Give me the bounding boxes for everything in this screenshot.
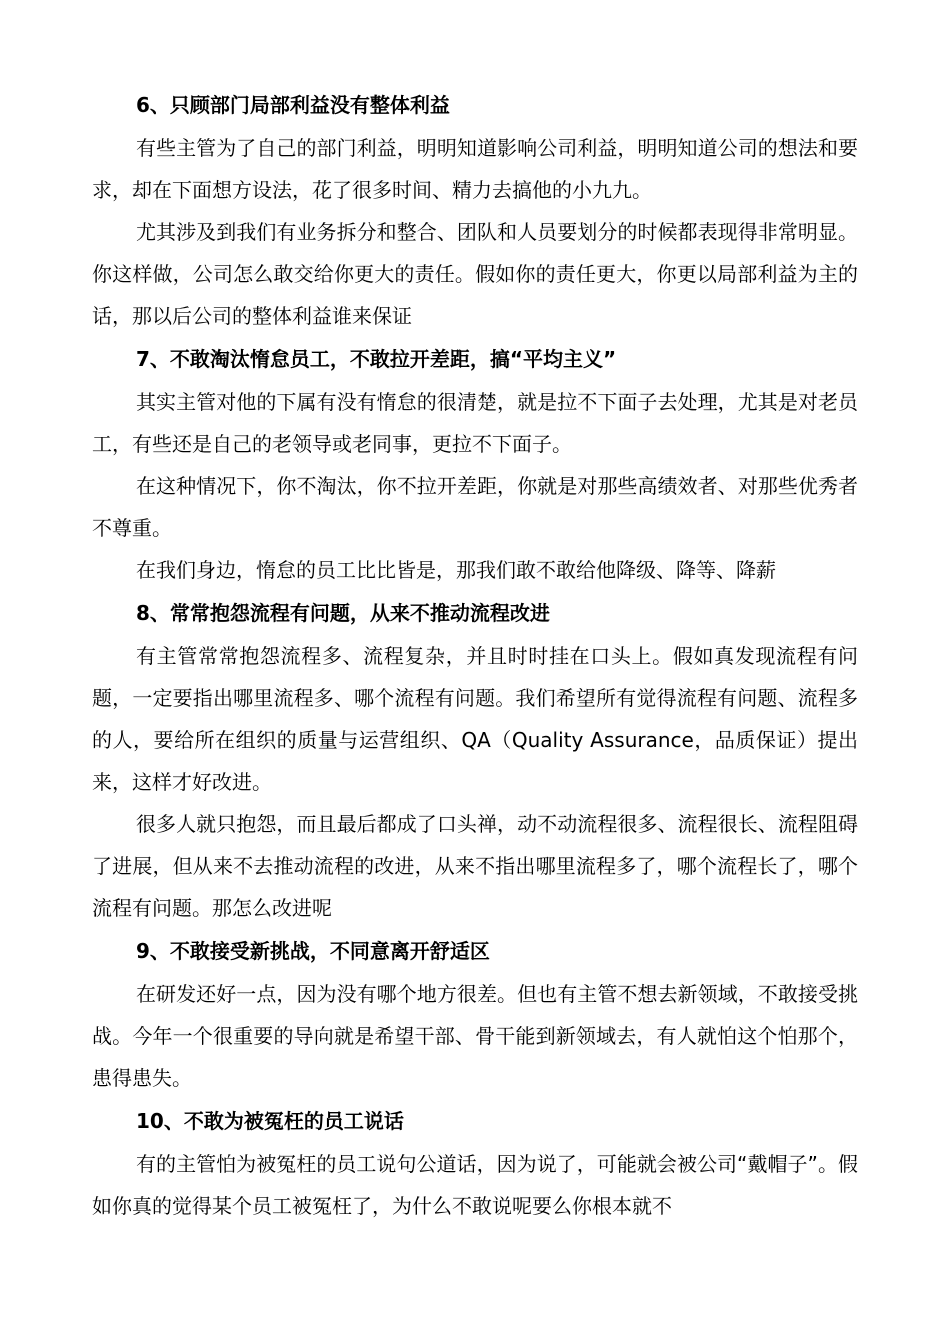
- paragraph: 在我们身边，惰怠的员工比比皆是，那我们敢不敢给他降级、降等、降薪: [136, 558, 776, 582]
- paragraph: 有的主管怕为被冤枉的员工说句公道话，因为说了，可能就会被公司“戴帽子”。假如你真的觉得某个员工被冤枉了，为什么不敢说呢要么你根本就不: [92, 1152, 858, 1218]
- section-heading-6: 6、只顾部门局部利益没有整体利益: [136, 93, 450, 117]
- section-heading-10: 10、不敢为被冤枉的员工说话: [136, 1109, 404, 1133]
- paragraph: 尤其涉及到我们有业务拆分和整合、团队和人员要划分的时候都表现得非常明显。你这样做，公司怎么敢交给你更大的责任。假如你的责任更大，你更以局部利益为主的话，那以后公司的整体利益谁来保证: [92, 220, 858, 328]
- paragraph: 很多人就只抱怨，而且最后都成了口头禅，动不动流程很多、流程很长、流程阻碍了进展，但从来不去推动流程的改进，从来不指出哪里流程多了，哪个流程长了，哪个流程有问题。那怎么改进呢: [92, 812, 858, 920]
- paragraph: 有些主管为了自己的部门利益，明明知道影响公司利益，明明知道公司的想法和要求，却在下面想方设法，花了很多时间、精力去搞他的小九九。: [92, 136, 858, 202]
- section-heading-7: 7、不敢淘汰惰怠员工，不敢拉开差距，搞“平均主义”: [136, 347, 617, 371]
- paragraph: 在研发还好一点，因为没有哪个地方很差。但也有主管不想去新领域，不敢接受挑战。今年一个很重要的导向就是希望干部、骨干能到新领域去，有人就怕这个怕那个，患得患失。: [92, 982, 858, 1090]
- paragraph: 在这种情况下，你不淘汰，你不拉开差距，你就是对那些高绩效者、对那些优秀者不尊重。: [92, 474, 858, 540]
- section-heading-8: 8、常常抱怨流程有问题，从来不推动流程改进: [136, 601, 550, 625]
- section-heading-9: 9、不敢接受新挑战，不同意离开舒适区: [136, 939, 490, 963]
- paragraph: 其实主管对他的下属有没有惰怠的很清楚，就是拉不下面子去处理，尤其是对老员工，有些还是自己的老领导或老同事，更拉不下面子。: [92, 390, 858, 456]
- paragraph: 有主管常常抱怨流程多、流程复杂，并且时时挂在口头上。假如真发现流程有问题，一定要指出哪里流程多、哪个流程有问题。我们希望所有觉得流程有问题、流程多的人，要给所在组织的质量与运营组织、QA（Quality Assurance，品质保证）提出来，这样才好改进。: [92, 644, 858, 794]
